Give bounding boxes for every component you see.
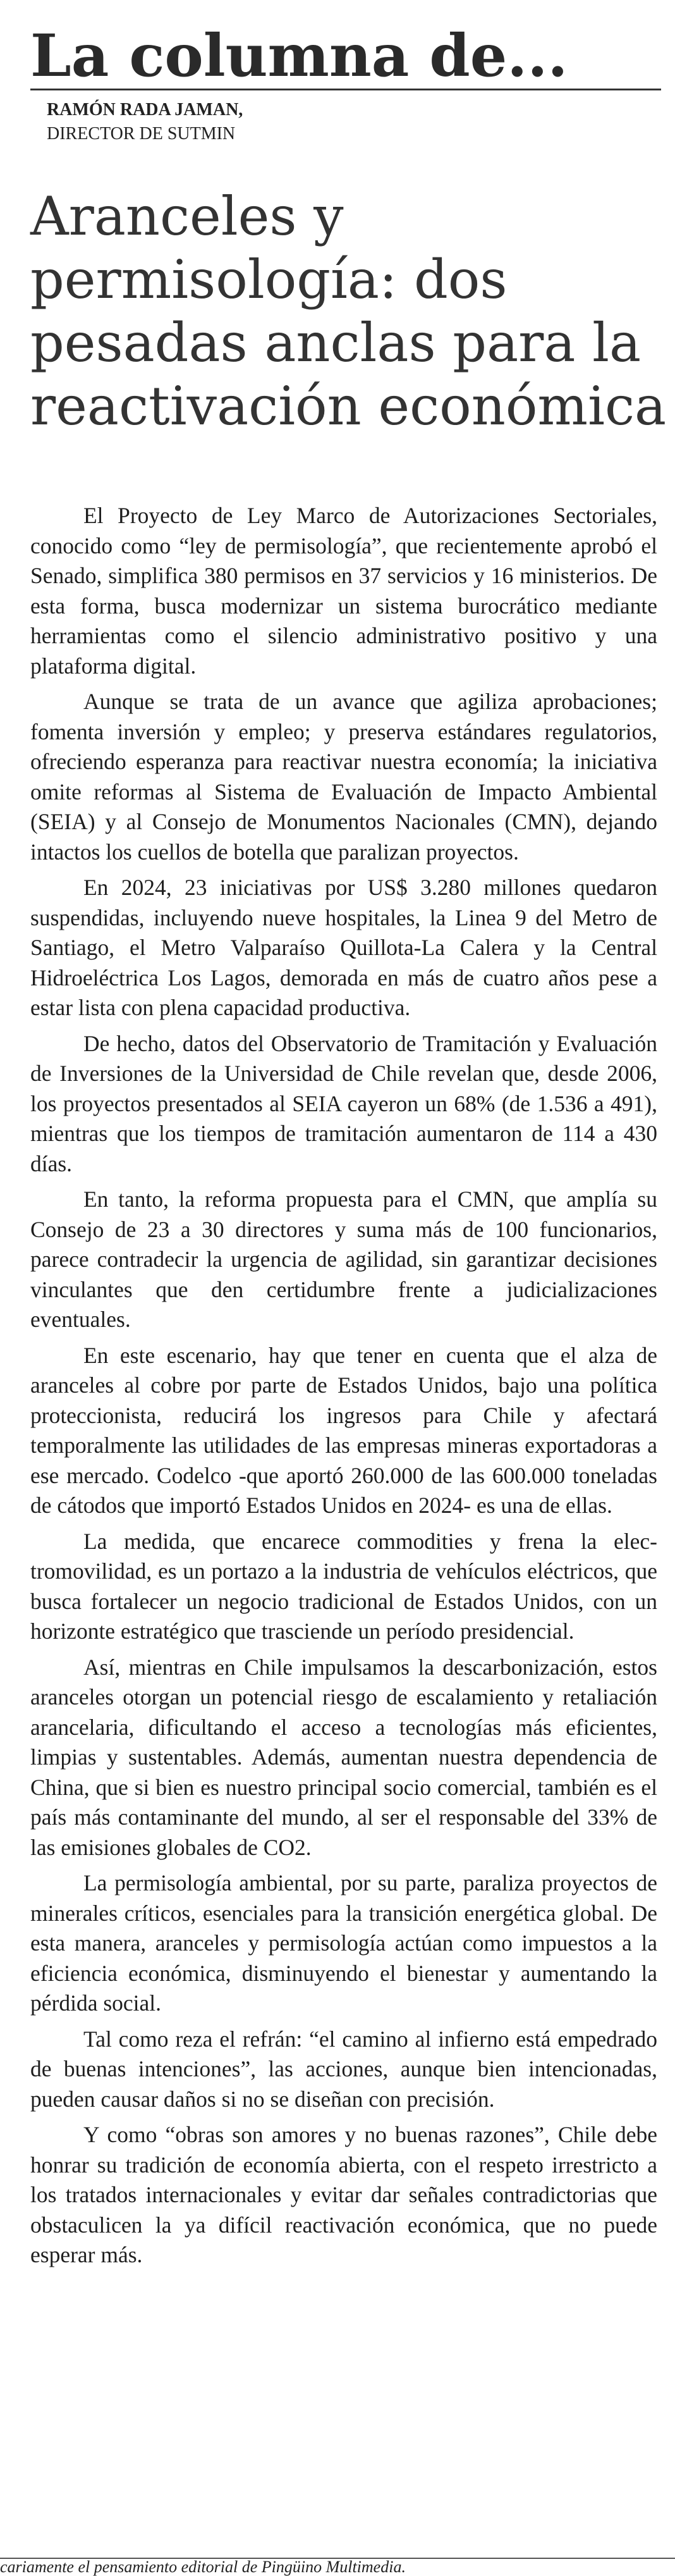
author-name: RAMÓN RADA JAMAN, xyxy=(47,100,243,120)
article-paragraph: De hecho, datos del Observatorio de Tramitación y Evaluación de Inversiones de la Universidad de Chile revelan que, desde 2006, los proyectos presentados al SEIA cayeron un 68% (de 1.536 a 491), mientras que los tiempos de tramitación aumentaron de 114 a 430 días. xyxy=(30,1030,657,1176)
headline-line: permisología: dos xyxy=(30,249,508,311)
article-paragraph: Y como “obras son amores y no buenas razones”, Chile debe honrar su tradición de economía abierta, con el respeto irrestricto a los tratados internacionales y evitar dar señales contradictorias que obstaculicen la ya difícil reactivación económica, que no puede esperar más. xyxy=(30,2122,657,2267)
article-paragraph: Así, mientras en Chile impulsamos la descarbonización, estos aranceles otorgan un potencial riesgo de escalamiento y retaliación arancelaria, dificultando el acceso a tecnologías más eficientes, limpias y sustentables. Además, aumentan nuestra dependencia de China, que si bien es nuestro principal socio comercial, también es el país más contaminante del mundo, al ser el responsable del 33% de las emisiones globales de CO2. xyxy=(30,1654,657,1860)
article-paragraph: La medida, que encarece commodities y frena la electromovilidad, es un portazo a la industria de vehículos eléctricos, que busca fortalecer un negocio tradicional de Estados Unidos, con un horizonte estratégico que trasciende un período presidencial. xyxy=(30,1528,657,1644)
author-role: DIRECTOR DE SUTMIN xyxy=(47,124,236,144)
article-headline xyxy=(30,185,669,438)
article-paragraph: En este escenario, hay que tener en cuenta que el alza de aranceles al cobre por parte de Estados Unidos, bajo una política proteccionista, reducirá los ingresos para Chile y afectará temporalmente las utilidades de las empresas mineras exportadoras a ese mercado. Codelco -que aportó 260.000 de las 600.000 toneladas de cátodos que importó Estados Unidos en 2024- es una de ellas. xyxy=(30,1342,657,1518)
article-paragraph: En tanto, la reforma propuesta para el CMN, que amplía su Consejo de 23 a 30 directores y suma más de 100 funcionarios, parece contradecir la urgencia de agilidad, sin garantizar decisiones vinculantes que den certidumbre frente a judicializaciones eventuales. xyxy=(30,1186,657,1332)
article-paragraph: El Proyecto de Ley Marco de Autorizaciones Sectoriales, conocido como “ley de permisología”, que recientemente aprobó el Senado, simplifica 380 permisos en 37 servicios y 16 ministerios. De esta forma, busca modernizar un sistema burocrático mediante herramientas como el silencio administrativo positivo y una plataforma digital. xyxy=(30,503,657,679)
article-paragraph: Tal como reza el refrán: “el camino al infierno está empedrado de buenas intenciones”, las acciones, aunque bien intencionadas, pueden causar daños si no se diseñan con precisión. xyxy=(30,2026,657,2112)
headline-line: Aranceles y xyxy=(30,185,344,247)
article-paragraph: En 2024, 23 iniciativas por US$ 3.280 millones quedaron suspendidas, incluyendo nueve hospitales, la Linea 9 del Metro de Santiago, el Metro Valparaíso Quillota-La Calera y la Central Hidroeléctrica Los Lagos, demorada en más de cuatro años pese a estar lista con plena capacidad productiva. xyxy=(30,875,657,1020)
footer-disclaimer: cariamente el pensamiento editorial de Pingüino Multimedia. xyxy=(0,2558,406,2576)
column-section-title: La columna de... xyxy=(30,22,568,90)
article-paragraph: Aunque se trata de un avance que agiliza aprobaciones; fomenta inversión y empleo; y preserva estándares regulatorios, ofreciendo esperanza para reactivar nuestra economía; la iniciativa omite reformas al Sistema de Evaluación de Impacto Ambiental (SEIA) y al Consejo de Monumentos Nacionales (CMN), dejando intactos los cuellos de botella que paralizan proyectos. xyxy=(30,689,657,865)
article-paragraph: La permisología ambiental, por su parte, paraliza proyectos de minerales críticos, esenciales para la transición energética global. De esta manera, aranceles y permisología actúan como impuestos a la eficiencia económica, disminuyendo el bienestar y aumentando la pérdida social. xyxy=(30,1870,657,2016)
headline-line: pesadas anclas para la xyxy=(30,312,642,374)
headline-line: reactivación económica xyxy=(30,375,667,437)
article-body xyxy=(30,501,657,2276)
title-rule xyxy=(30,89,661,90)
